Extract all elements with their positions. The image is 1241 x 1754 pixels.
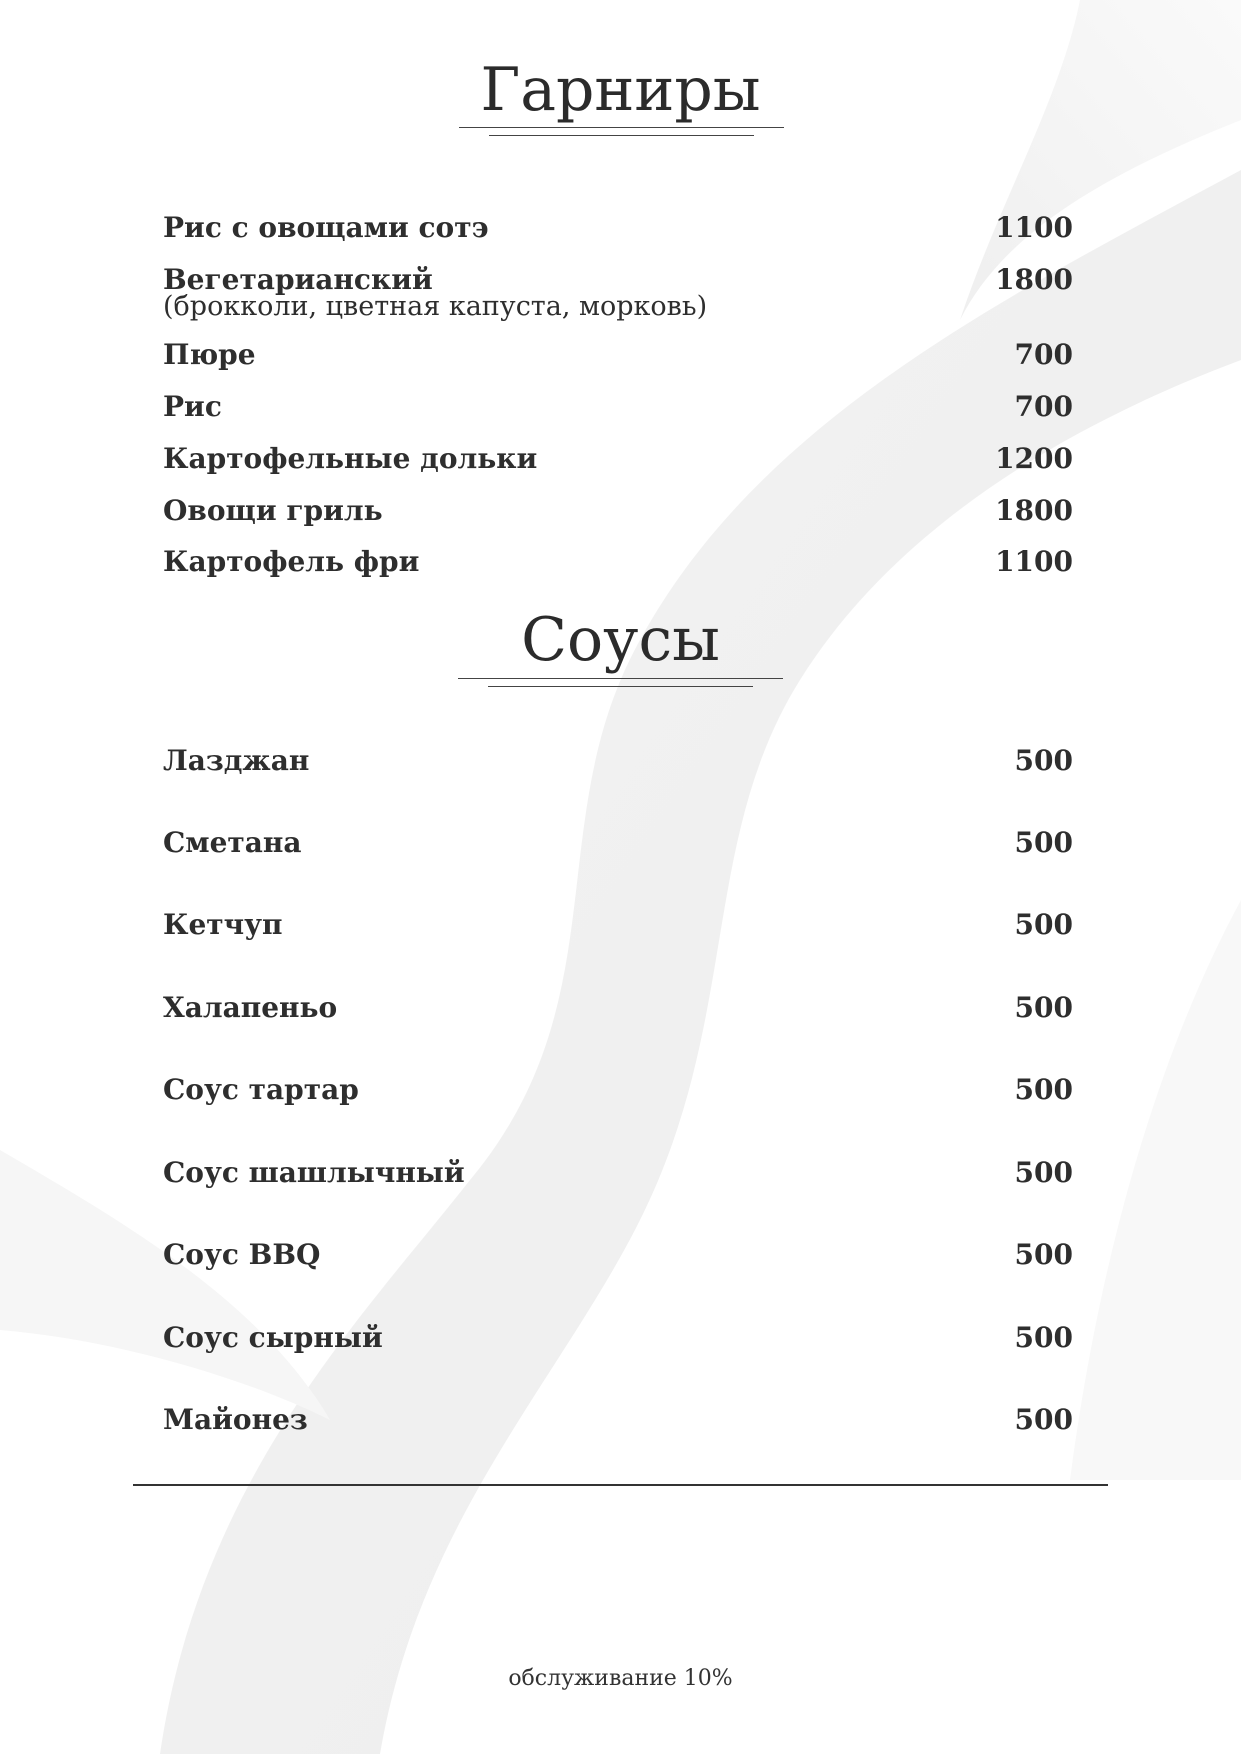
item-name: Кетчуп — [163, 908, 283, 941]
item-price: 1800 — [995, 494, 1073, 527]
item-price: 700 — [1014, 338, 1073, 371]
item-name: Лазджан — [163, 744, 310, 777]
garnish-title-underline-inner — [489, 135, 754, 136]
service-charge-note: обслуживание 10% — [508, 1666, 733, 1691]
item-name: Халапеньо — [163, 991, 338, 1024]
item-price: 700 — [1014, 390, 1073, 423]
item-price: 1200 — [995, 442, 1073, 475]
item-name: Рис с овощами сотэ — [163, 211, 489, 244]
item-name: Картофельные дольки — [163, 442, 538, 475]
item-price: 1100 — [995, 211, 1073, 244]
item-price: 500 — [1014, 1238, 1073, 1271]
item-price: 500 — [1014, 826, 1073, 859]
item-name: Соус тартар — [163, 1073, 359, 1106]
item-price: 500 — [1014, 1403, 1073, 1436]
item-description: (брокколи, цветная капуста, морковь) — [163, 291, 708, 322]
item-price: 1100 — [995, 545, 1073, 578]
item-name: Майонез — [163, 1403, 308, 1436]
item-name: Картофель фри — [163, 545, 420, 578]
item-name: Вегетарианский — [163, 263, 433, 296]
item-price: 500 — [1014, 744, 1073, 777]
item-name: Соус BBQ — [163, 1238, 321, 1271]
item-name: Пюре — [163, 338, 256, 371]
item-name: Сметана — [163, 826, 302, 859]
garnish-title-underline — [459, 127, 784, 128]
item-price: 500 — [1014, 1156, 1073, 1189]
item-name: Соус сырный — [163, 1321, 383, 1354]
item-price: 500 — [1014, 1321, 1073, 1354]
item-price: 500 — [1014, 1073, 1073, 1106]
item-name: Соус шашлычный — [163, 1156, 465, 1189]
item-price: 500 — [1014, 908, 1073, 941]
garnish-section-title: Гарниры — [480, 55, 761, 125]
item-price: 1800 — [995, 263, 1073, 296]
sauces-title-underline — [458, 678, 783, 679]
bottom-divider — [133, 1484, 1108, 1486]
item-name: Овощи гриль — [163, 494, 383, 527]
sauces-section-title: Соусы — [521, 605, 720, 675]
sauces-title-underline-inner — [488, 686, 753, 687]
item-name: Рис — [163, 390, 222, 423]
item-price: 500 — [1014, 991, 1073, 1024]
